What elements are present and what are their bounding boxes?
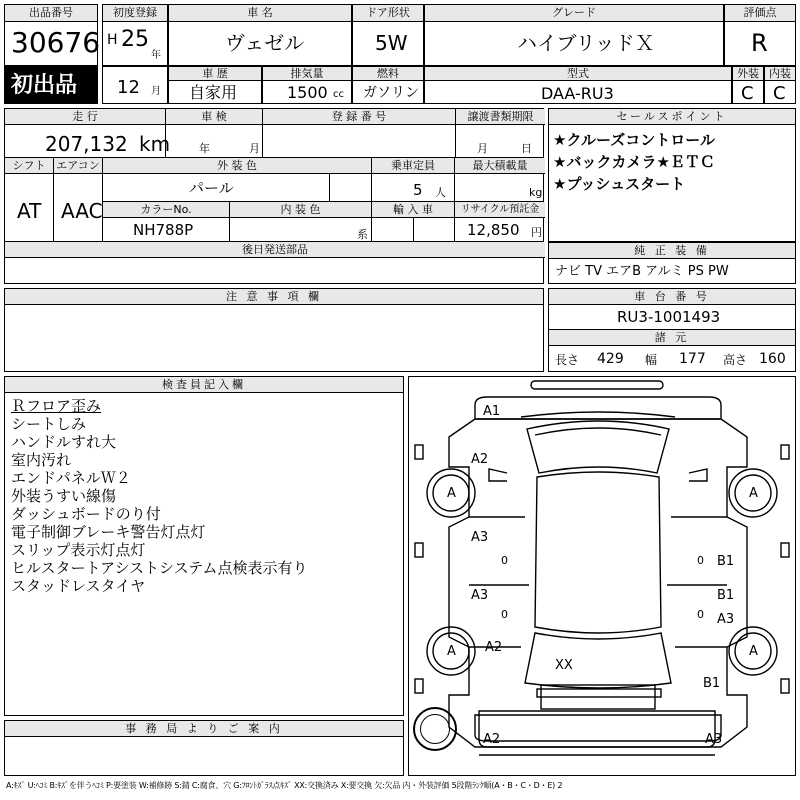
chassis-label: 車 台 番 号 — [549, 289, 795, 305]
height-label: 高さ — [723, 353, 748, 367]
reg-era: H — [107, 32, 118, 48]
capacity-label: 乗車定員 — [372, 158, 454, 174]
inspector-line-11: スタッドレスタイヤ — [11, 577, 146, 595]
tire-fl-mark: A — [447, 486, 456, 501]
sales-point-block — [548, 108, 796, 242]
width: 177 — [679, 351, 706, 367]
inspector-line-2: シートしみ — [11, 415, 87, 433]
inspector-line-8: 電子制御ブレーキ警告灯点灯 — [11, 523, 206, 541]
regno-label: 登 録 番 号 — [263, 109, 455, 125]
history: 自家用 — [189, 83, 238, 102]
type-cell — [424, 66, 732, 104]
door-label: ドア形状 — [353, 5, 423, 22]
color-no: NH788P — [133, 221, 194, 239]
sales-point-3: ★プッシュスタート — [553, 175, 686, 193]
doc-month-unit: 月 — [477, 142, 488, 155]
listing-no-label: 出品番号 — [5, 5, 97, 22]
fuel: ガソリン — [363, 85, 419, 101]
mark-b1-right-1: B1 — [717, 554, 735, 569]
score: R — [751, 29, 768, 57]
grade-label: グレード — [425, 5, 723, 22]
exterior-label: 外 装 色 — [103, 158, 371, 174]
recycle-unit: 円 — [531, 226, 542, 239]
interior-label: 内 装 色 — [230, 202, 371, 218]
inspector-line-3: ハンドルすれ大 — [11, 433, 117, 451]
mark-a3-left-2: A3 — [471, 588, 489, 603]
reg-cell — [102, 4, 168, 66]
mark-a2-rear-bottom: A2 — [483, 732, 501, 747]
legend: A:ｷｽﾞ U:ﾍｺﾐ B:ｷｽﾞを伴うﾍｺﾐ P:要塗装 W:補修跡 S:錆 C:腐食、穴 G:ﾌﾛﾝﾄｶﾞﾗｽ点ｷｽﾞ XX:交換済み X:要交換 欠:欠品 内・外装評価 5段階ﾗﾝｸ順(A・B・C・D・E) 2 — [6, 781, 563, 790]
score-cell — [724, 4, 796, 66]
reg-year: 25 — [121, 27, 149, 52]
notes-block — [4, 288, 544, 372]
sales-label: セールスポイント — [549, 109, 795, 125]
displacement: 1500 — [287, 83, 328, 102]
mark-a3-left-1: A3 — [471, 530, 489, 545]
first-listing-text: 初出品 — [11, 73, 78, 98]
grade: ハイブリッドＸ — [517, 31, 655, 55]
reg-month-cell — [102, 66, 168, 104]
mileage: 207,132 — [45, 132, 128, 156]
mark-zero-2: 0 — [697, 554, 704, 567]
reg-label: 初度登録 — [103, 5, 167, 22]
spare-tire-icon — [413, 707, 457, 751]
mark-a2-front-left: A2 — [471, 452, 489, 467]
load-label: 最大積載量 — [455, 158, 545, 174]
mark-a1: A1 — [483, 404, 501, 419]
door: 5W — [375, 31, 408, 55]
office-label: 事 務 局 よ り ご 案 内 — [5, 721, 403, 737]
history-cell — [168, 66, 262, 104]
equipment-block — [548, 242, 796, 284]
detail-block — [4, 108, 544, 284]
grade-cell — [424, 4, 724, 66]
chassis-block — [548, 288, 796, 372]
inspector-block — [4, 376, 404, 716]
length: 429 — [597, 351, 624, 367]
inspector-label: 検査員記入欄 — [5, 377, 403, 393]
door-cell — [352, 4, 424, 66]
history-label: 車 歴 — [169, 67, 261, 81]
mileage-label: 走 行 — [5, 109, 165, 125]
mileage-unit: km — [139, 132, 171, 156]
height: 160 — [759, 351, 786, 367]
ac: AAC — [61, 199, 103, 223]
inspector-line-5: エンドパネルＷ２ — [11, 469, 131, 487]
load-unit: kg — [529, 186, 543, 199]
interior-unit: 系 — [357, 228, 368, 241]
notes-label: 注 意 事 項 欄 — [5, 289, 543, 305]
mark-a3-right: A3 — [717, 612, 735, 627]
reg-month: 12 — [117, 77, 140, 98]
car-outline — [409, 377, 795, 775]
doc-day-unit: 日 — [521, 142, 532, 155]
ac-label: エアコン — [54, 158, 102, 174]
capacity-unit: 人 — [435, 186, 446, 199]
inspector-line-7: ダッシュボードのり付 — [11, 505, 161, 523]
displacement-unit: cc — [333, 89, 344, 100]
dims-label: 諸 元 — [549, 330, 795, 346]
sales-point-2: ★バックカメラ★ＥＴＣ — [553, 153, 715, 171]
ext-cell — [732, 66, 764, 104]
fuel-cell — [352, 66, 424, 104]
inspector-line-10: ヒルスタートアシストシステム点検表示有り — [11, 559, 308, 577]
mark-zero-1: 0 — [501, 554, 508, 567]
inspection-label: 車 検 — [166, 109, 262, 125]
displacement-cell — [262, 66, 352, 104]
fuel-label: 燃料 — [353, 67, 423, 81]
type-label: 型式 — [425, 67, 731, 81]
displacement-label: 排気量 — [263, 67, 351, 81]
inspector-line-9: スリップ表示灯点灯 — [11, 541, 146, 559]
tire-rr-mark: A — [749, 644, 758, 659]
listing-no-cell — [4, 4, 101, 66]
first-listing-badge — [4, 66, 98, 104]
import-label: 輸 入 車 — [372, 202, 454, 218]
ext-grade: C — [741, 83, 754, 104]
int-grade: C — [773, 83, 786, 104]
model-label: 車 名 — [169, 5, 351, 22]
shift: AT — [17, 199, 42, 223]
insp-month-unit: 月 — [249, 142, 260, 155]
mark-a2-rear-left: A2 — [485, 640, 503, 655]
score-label: 評価点 — [725, 5, 795, 22]
color-no-label: カラーNo. — [103, 202, 229, 218]
mark-xx: XX — [555, 658, 573, 673]
width-label: 幅 — [645, 353, 658, 367]
chassis-no: RU3-1001493 — [617, 308, 721, 326]
insp-year-unit: 年 — [199, 142, 210, 155]
int-label: 内装 — [765, 67, 795, 81]
listing-no: 30676 — [11, 26, 101, 59]
delivery-label: 後日発送部品 — [5, 242, 545, 258]
reg-month-unit: 月 — [151, 86, 161, 97]
capacity: 5 — [413, 181, 423, 199]
exterior-color: パール — [189, 179, 234, 197]
inspector-line-6: 外装うすい線傷 — [11, 487, 117, 505]
damage-diagram — [408, 376, 796, 776]
sales-point-1: ★クルーズコントロール — [553, 131, 715, 149]
mark-b1-right-2: B1 — [717, 588, 735, 603]
header-block — [4, 4, 796, 104]
int-cell — [764, 66, 796, 104]
mark-zero-3: 0 — [501, 608, 508, 621]
reg-year-unit: 年 — [151, 50, 161, 61]
type: DAA-RU3 — [541, 84, 614, 103]
mark-b1-rear-right: B1 — [703, 676, 721, 691]
mark-a3-rear-right: A3 — [705, 732, 723, 747]
ext-label: 外装 — [733, 67, 763, 81]
shift-label: シフト — [5, 158, 53, 174]
recycle-label: リサイクル預託金 — [455, 202, 545, 218]
length-label: 長さ — [555, 353, 580, 367]
inspector-line-4: 室内汚れ — [11, 451, 72, 469]
model-cell — [168, 4, 352, 66]
tire-fr-mark: A — [749, 486, 758, 501]
tire-rl-mark: A — [447, 644, 456, 659]
model: ヴェゼル — [225, 31, 305, 55]
mark-zero-4: 0 — [697, 608, 704, 621]
inspector-line-1: Ｒフロア歪み — [11, 397, 102, 415]
doc-deadline-label: 譲渡書類期限 — [456, 109, 545, 125]
recycle: 12,850 — [467, 221, 520, 239]
equipment: ナビ TV エアB アルミ PS PW — [555, 264, 729, 279]
equipment-label: 純 正 装 備 — [549, 243, 795, 259]
office-block — [4, 720, 404, 776]
